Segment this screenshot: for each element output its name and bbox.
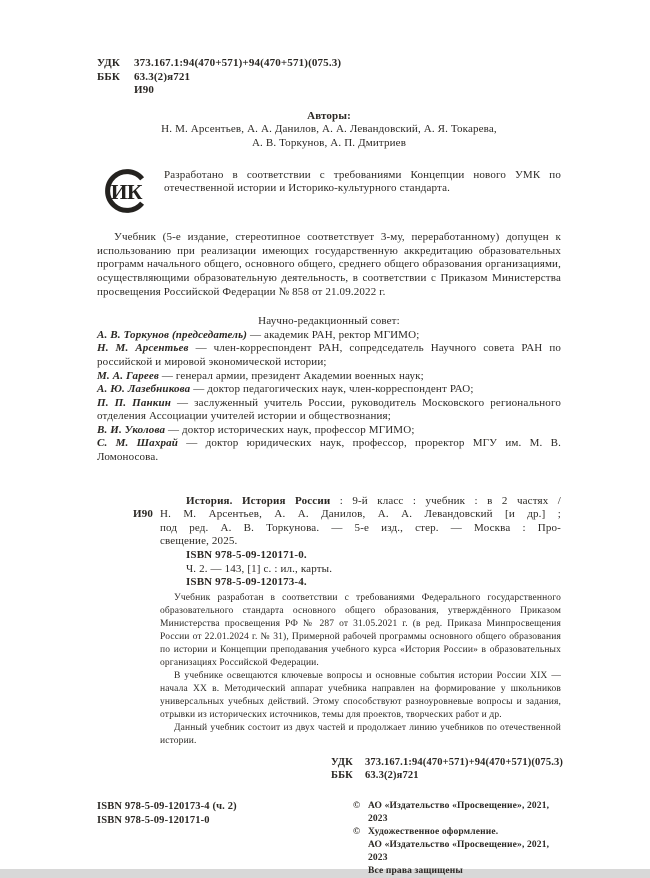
bib-authors-line: Н. М. Арсентьев, А. А. Данилов, А. А. Левандовский [и др.] ; [160, 508, 561, 521]
imprint-bottom-row [97, 800, 561, 878]
udk-label: УДК [331, 756, 353, 768]
editorial-member [97, 342, 561, 369]
bbk-value: 63.3(2)я721 [365, 770, 419, 782]
udk-label: УДК [97, 57, 120, 69]
isbn-set: ISBN 978-5-09-120171-0. [186, 549, 307, 562]
annotation [160, 592, 561, 748]
member-name: П. П. Панкин [97, 396, 172, 409]
editorial-member [97, 397, 561, 424]
bbk-line [97, 71, 561, 85]
copyright-text: Художественное оформление. [368, 827, 499, 837]
isbn-line-2: ISBN 978-5-09-120171-0 [97, 814, 210, 826]
member-name: А. Ю. Лазебникова [97, 383, 191, 396]
bibliographic-description [133, 494, 561, 590]
bbk-label: ББК [97, 70, 120, 83]
isbn-line-1: ISBN 978-5-09-120173-4 (ч. 2) [97, 801, 237, 812]
editorial-board-list [97, 329, 561, 465]
book-code: И90 [133, 508, 154, 521]
isbn-part: ISBN 978-5-09-120173-4. [186, 576, 307, 589]
authors-line-1: Н. М. Арсентьев, А. А. Данилов, А. А. Левандовский, А. Я. Токарева, [161, 123, 497, 136]
editorial-board-heading: Научно-редакционный совет: [258, 315, 400, 328]
copyright-line [353, 839, 561, 865]
page-content [97, 57, 564, 878]
svg-text:ИК: ИК [110, 179, 142, 204]
bib-title-line [160, 495, 561, 509]
member-role: — доктор исторических наук, профессор МГИМО; [165, 423, 415, 436]
bib-title-rest: : 9-й класс : учебник : в 2 частях / [330, 494, 561, 507]
copyright-symbol [353, 839, 368, 865]
bib-publisher-line: свещение, 2025. [160, 535, 238, 548]
book-code-line [97, 84, 561, 98]
bib-edition-line: под ред. А. В. Торкунова. — 5-е изд., стер. — Москва : Про- [160, 521, 561, 534]
admission-paragraph: Учебник (5-е издание, стереотипное соответствует 3-му, переработанному) допущен к использованию при реализации имеющих государственную аккредитацию образовательных программ начального общего, основного общего, среднего общего образования организациями, осуществляющими образовательную деятельность, в соответствии с Приказом Министерства просвещения Российской Федерации № 858 от 21.09.2022 г. [97, 231, 561, 298]
copyright-symbol: © [353, 827, 361, 837]
member-role: — доктор педагогических наук, член-корреспондент РАО; [190, 383, 474, 396]
member-role: — заслуженный учитель России, руководитель Московского регионального отделения Ассоциации учителей истории и обществознания; [97, 396, 561, 423]
udk-value: 373.167.1:94(470+571)+94(470+571)(075.3) [365, 756, 564, 768]
annotation-paragraph-1: Учебник разработан в соответствии с требованиями Федерального государственного образовательного стандарта основного общего образования, утверждённого Приказом Министерства просвещения РФ № 287 от 31.05.2021 г. (в ред. Приказа Минпросвещения России от 22.01.2024 г. № 31), Примерной рабочей программы основного общего образования по истории и Концепции преподавания учебного курса «История России» в образовательных организациях Российской Федерации. [160, 592, 561, 668]
member-role: — академик РАН, ректор МГИМО; [247, 328, 420, 341]
udk-line [97, 57, 561, 71]
copyright-line [353, 865, 561, 878]
editorial-member [97, 437, 561, 464]
copyright-line [353, 826, 561, 839]
member-name: Н. М. Арсентьев [97, 342, 189, 355]
isbn-block [97, 800, 237, 878]
concept-note-text: Разработано в соответствии с требованиями Концепции нового УМК по отечественной истории и Историко-культурного стандарта. [164, 168, 561, 195]
concept-note [97, 167, 561, 219]
annotation-paragraph-3: Данный учебник состоит из двух частей и продолжает линию учебников по отечественной истории. [160, 722, 561, 746]
copyright-symbol [353, 865, 368, 878]
udk-line [331, 756, 564, 770]
bib-part-line: Ч. 2. — 143, [1] с. : ил., карты. [186, 562, 333, 575]
editorial-member [97, 329, 561, 343]
editorial-member [97, 383, 561, 397]
member-role: — доктор юридических наук, профессор, проректор МГУ им. М. В. Ломоносова. [97, 437, 561, 464]
bbk-label: ББК [331, 770, 353, 782]
copyright-symbol: © [353, 801, 361, 811]
authors-heading: Авторы: [307, 109, 351, 122]
authors-line-2: А. В. Торкунов, А. П. Дмитриев [251, 136, 407, 149]
member-name: А. В. Торкунов (председатель) [97, 328, 248, 341]
copyright-line [353, 800, 561, 826]
member-role: — генерал армии, президент Академии военных наук; [158, 369, 424, 382]
editorial-member [97, 370, 561, 384]
udk-bbk-bottom-block [331, 756, 564, 783]
udk-bbk-top-block [97, 57, 561, 98]
member-name: М. А. Гареев [97, 369, 159, 382]
bib-title: История. История России [186, 494, 331, 507]
copyright-text: Все права защищены [368, 866, 463, 876]
bbk-line [331, 769, 561, 783]
bbk-value: 63.3(2)я721 [134, 70, 191, 83]
copyright-block [353, 800, 561, 878]
book-code: И90 [134, 84, 155, 97]
udk-value: 373.167.1:94(470+571)+94(470+571)(075.3) [134, 57, 342, 69]
editorial-member [97, 424, 561, 438]
copyright-text: АО «Издательство «Просвещение», 2021, 2023 [368, 801, 550, 824]
member-name: С. М. Шахрай [97, 437, 179, 450]
member-role: — член-корреспондент РАН, сопредседатель Научного совета РАН по российской и мировой экономической истории; [97, 342, 562, 368]
copyright-text: АО «Издательство «Просвещение», 2021, 2023 [368, 840, 550, 863]
member-name: В. И. Уколова [97, 423, 166, 436]
historical-cultural-standard-logo-icon [104, 168, 150, 219]
annotation-paragraph-2: В учебнике освещаются ключевые вопросы и основные события истории России XIX — начала XX в. Методический аппарат учебника направлен на формирование у школьников универсальных учебных действий. Этому способствуют разноуровневые вопросы и задания, отрывки из исторических источников, темы для проектов, творческих работ и др. [160, 670, 561, 720]
